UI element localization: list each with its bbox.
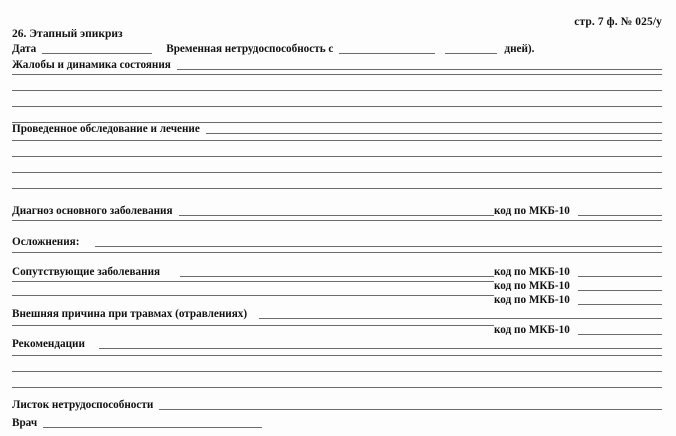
doctor-signature-input[interactable] [43,427,262,428]
sick-leave-row [12,396,662,412]
concomitant-line-2[interactable] [12,281,494,282]
date-input[interactable] [42,53,152,54]
sick-leave-input[interactable] [159,409,662,410]
doctor-label: Врач [12,417,38,429]
examination-line-5[interactable] [12,188,662,189]
recommendations-line-3[interactable] [12,371,662,372]
page-reference: стр. 7 ф. № 025/у [574,16,662,28]
recommendations-line-2[interactable] [12,355,662,356]
complaints-line-2[interactable] [12,74,662,75]
external-cause-row [12,305,662,321]
examination-treatment-label: Проведенное обследование и лечение [12,123,200,135]
main-diagnosis-input[interactable] [179,215,494,216]
mkb-code-label-1: код по МКБ-10 [494,266,570,278]
doctor-row [12,414,262,430]
date-label: Дата [12,43,37,55]
page-title: 26. Этапный эпикриз [12,28,123,40]
external-cause-label: Внешняя причина при травмах (отравлениях) [12,308,248,320]
complications-input[interactable] [95,246,662,247]
mkb-code-label-main: код по МКБ-10 [494,205,570,217]
complaints-line-3[interactable] [12,90,662,91]
examination-treatment-row [12,120,662,136]
date-disability-row [12,40,662,56]
main-diagnosis-label: Диагноз основного заболевания [12,205,173,217]
complications-label: Осложнения: [12,236,80,248]
concomitant-diseases-row [12,263,494,279]
concomitant-line-3[interactable] [12,295,494,296]
recommendations-label: Рекомендации [12,338,85,350]
examination-line-2[interactable] [12,140,662,141]
main-diagnosis-code-group [494,202,662,218]
complaints-input[interactable] [177,69,662,70]
mkb-code-label-3: код по МКБ-10 [494,294,570,306]
recommendations-line-4[interactable] [12,387,662,388]
examination-treatment-input[interactable] [206,133,662,134]
temporary-disability-label: Временная нетрудоспособность с [166,43,334,55]
examination-line-3[interactable] [12,156,662,157]
complications-line-2[interactable] [12,252,662,253]
external-cause-line-2[interactable] [12,325,494,326]
complications-row [12,233,662,249]
sick-leave-label: Листок нетрудоспособности [12,399,154,411]
mkb-code-label-external: код по МКБ-10 [494,324,570,336]
mkb-code-label-2: код по МКБ-10 [494,280,570,292]
complaints-line-4[interactable] [12,106,662,107]
days-suffix-label: дней). [504,43,535,55]
external-cause-input[interactable] [259,318,662,319]
concomitant-diseases-input[interactable] [180,276,494,277]
concomitant-diseases-label: Сопутствующие заболевания [12,266,161,278]
main-diagnosis-row [12,202,494,218]
disability-days-input[interactable] [445,53,497,54]
recommendations-row [12,335,662,351]
recommendations-input[interactable] [99,348,662,349]
examination-line-4[interactable] [12,172,662,173]
complaints-row [12,56,662,72]
main-diagnosis-line-2[interactable] [12,220,662,221]
disability-from-input[interactable] [339,53,435,54]
complaints-label: Жалобы и динамика состояния [12,59,171,71]
main-diagnosis-code-input[interactable] [578,215,662,216]
